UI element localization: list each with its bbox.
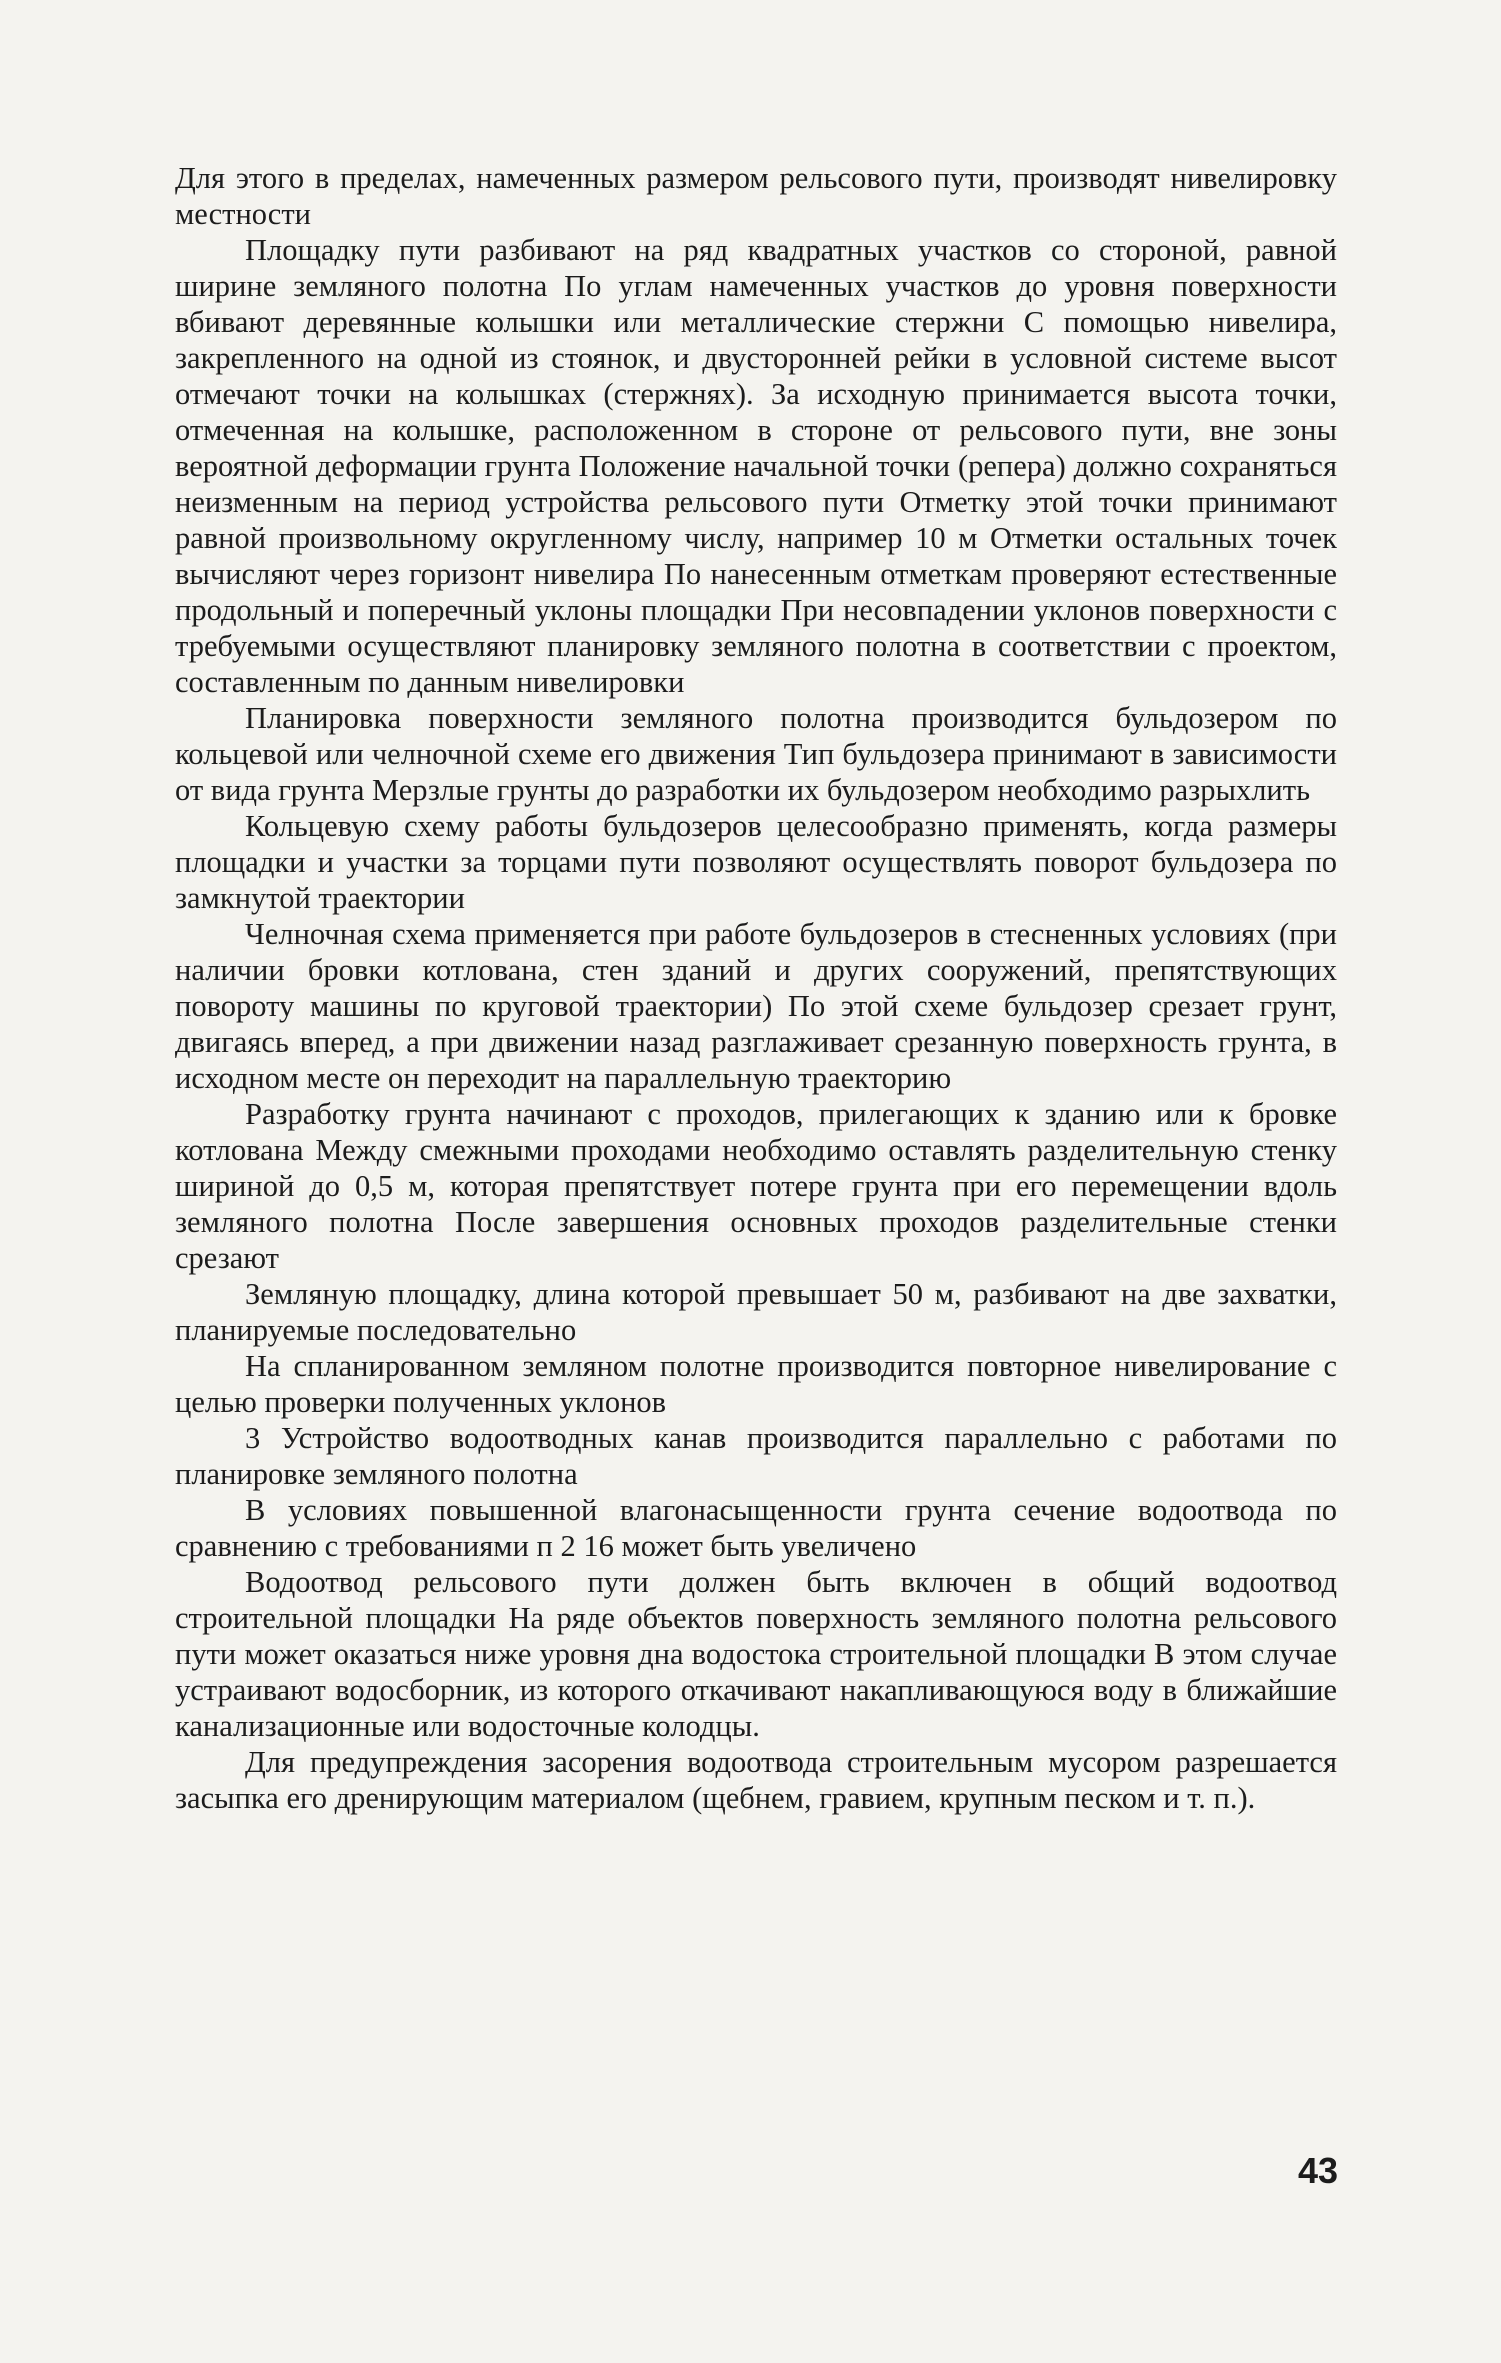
paragraph-10: В условиях повышенной влагонасыщенности грунта сечение водоотвода по сравнению с требованиями п 2 16 может быть увеличено — [175, 1493, 1337, 1563]
paragraph-9: 3 Устройство водоотводных канав производится параллельно с работами по планировке земляного полотна — [175, 1421, 1337, 1491]
paragraph-4: Кольцевую схему работы бульдозеров целесообразно применять, когда размеры площадки и участки за торцами пути позволяют осуществлять поворот бульдозера по замкнутой траектории — [175, 809, 1337, 915]
paragraph-5: Челночная схема применяется при работе бульдозеров в стесненных условиях (при наличии бровки котлована, стен зданий и других сооружений, препятствующих повороту машины по круговой траектории) По этой схеме бульдозер срезает грунт, двигаясь вперед, а при движении назад разглаживает срезанную поверхность грунта, в исходном месте он переходит на параллельную траекторию — [175, 917, 1337, 1095]
paragraph-1: Для этого в пределах, намеченных размером рельсового пути, производят нивелировку местности — [175, 161, 1337, 231]
page-body — [175, 160, 1337, 1816]
paragraph-7: Земляную площадку, длина которой превышает 50 м, разбивают на две захватки, планируемые последовательно — [175, 1277, 1337, 1347]
paragraph-12: Для предупреждения засорения водоотвода строительным мусором разрешается засыпка его дренирующим материалом (щебнем, гравием, крупным песком и т. п.). — [175, 1745, 1337, 1815]
paragraph-6: Разработку грунта начинают с проходов, прилегающих к зданию или к бровке котлована Между смежными проходами необходимо оставлять разделительную стенку шириной до 0,5 м, которая препятствует потере грунта при его перемещении вдоль земляного полотна После завершения основных проходов разделительные стенки срезают — [175, 1097, 1337, 1275]
paragraph-2: Площадку пути разбивают на ряд квадратных участков со стороной, равной ширине земляного полотна По углам намеченных участков до уровня поверхности вбивают деревянные колышки или металлические стержни С помощью нивелира, закрепленного на одной из стоянок, и двусторонней рейки в условной системе высот отмечают точки на колышках (стержнях). За исходную принимается высота точки, отмеченная на колышке, расположенном в стороне от рельсового пути, вне зоны вероятной деформации грунта Положение начальной точки (репера) должно сохраняться неизменным на период устройства рельсового пути Отметку этой точки принимают равной произвольному округленному числу, например 10 м Отметки остальных точек вычисляют через горизонт нивелира По нанесенным отметкам проверяют естественные продольный и поперечный уклоны площадки При несовпадении уклонов поверхности с требуемыми осуществляют планировку земляного полотна в соответствии с проектом, составленным по данным нивелировки — [175, 233, 1337, 699]
paragraph-11: Водоотвод рельсового пути должен быть включен в общий водоотвод строительной площадки На ряде объектов поверхность земляного полотна рельсового пути может оказаться ниже уровня дна водостока строительной площадки В этом случае устраивают водосборник, из которого откачивают накапливающуюся воду в ближайшие канализационные или водосточные колодцы. — [175, 1565, 1337, 1743]
page-number: 43 — [1297, 2150, 1338, 2191]
paragraph-8: На спланированном земляном полотне производится повторное нивелирование с целью проверки полученных уклонов — [175, 1349, 1337, 1419]
paragraph-3: Планировка поверхности земляного полотна производится бульдозером по кольцевой или челночной схеме его движения Тип бульдозера принимают в зависимости от вида грунта Мерзлые грунты до разработки их бульдозером необходимо разрыхлить — [175, 701, 1337, 807]
